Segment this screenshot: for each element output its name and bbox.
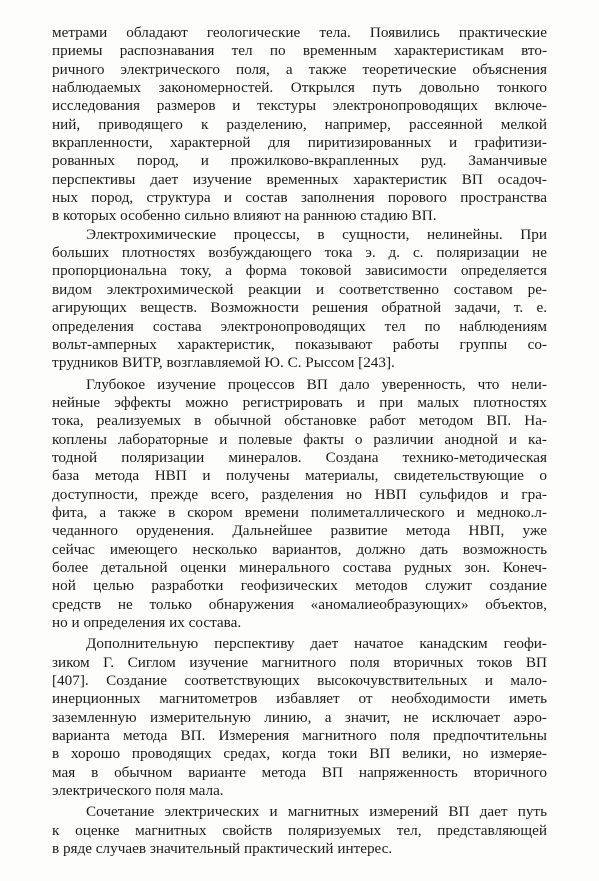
- text-line: база метода НВП и получены материалы, свидетельствующие о: [52, 467, 547, 485]
- text-line: но и определения их состава.: [52, 614, 242, 631]
- paragraph-4: [52, 635, 547, 800]
- text-line: видом электрохимической реакции и соответственно составом ре-: [52, 280, 547, 298]
- text-line: перспективы дает изучение временных характеристик ВП осадоч-: [52, 170, 547, 188]
- paragraph-1: [52, 24, 547, 226]
- text-line: ний, приводящего к разделению, например, рассеянной мелкой: [52, 115, 547, 133]
- text-line: нейные эффекты можно регистрировать и при малых плотностях: [52, 393, 547, 411]
- text-line: в которых особенно сильно влияют на раннюю стадию ВП.: [52, 207, 437, 225]
- paragraph-3: [52, 376, 547, 633]
- text-line: в ряде случаев значительный практический интерес.: [52, 840, 393, 858]
- text-line: трудников ВИТР, возглавляемой Ю. С. Рыссом [243].: [52, 354, 395, 372]
- text-line: тока, реализуемых в обычной обстановке работ методом ВП. На-: [52, 412, 547, 430]
- text-line: пропорциональна току, а форма токовой зависимости определяется: [52, 262, 547, 280]
- text-line: ной целью разработки геофизических методов служит создание: [52, 577, 547, 595]
- text-line: метрами обладают геологические тела. Появились практические: [52, 24, 547, 41]
- text-line: Глубокое изучение процессов ВП дало уверенность, что нели-: [86, 375, 547, 393]
- text-line: приемы распознавания тел по временным характеристикам вто-: [52, 42, 547, 60]
- text-line: варианта метода ВП. Измерения магнитного поля предпочтительны: [52, 727, 547, 745]
- text-line: мая в обычном варианте метода ВП напряженность вторичного: [52, 763, 547, 781]
- text-line: доступности, прежде всего, разделения но НВП сульфидов и гра-: [52, 485, 547, 503]
- text-line: вкрапленности, характерной для пиритизированных и графитизи-: [52, 134, 547, 152]
- text-line: Электрохимические процессы, в сущности, нелинейны. При: [86, 225, 547, 243]
- text-line: наблюдаемых закономерностей. Открылся путь довольно тонкого: [52, 79, 547, 97]
- text-line: рованных пород, и прожилково-вкрапленных руд. Заманчивые: [52, 152, 547, 170]
- text-line: инерционных магнитометров избавляет от необходимости иметь: [52, 690, 547, 708]
- text-line: фита, а также в скором времени полиметаллического и медноко.л-: [52, 503, 547, 521]
- text-line: Сочетание электрических и магнитных измерений ВП дает путь: [86, 803, 547, 821]
- paragraph-2: [52, 226, 547, 373]
- text-line: вольт-амперных характеристик, показывают работы группы со-: [52, 335, 547, 353]
- text-line: в хорошо проводящих средах, когда токи ВП велики, но измеряе-: [52, 745, 547, 763]
- text-line: Дополнительную перспективу дает начатое канадским геофи-: [86, 635, 547, 653]
- paragraph-5: [52, 803, 547, 858]
- text-line: зиком Г. Сиглом изучение магнитного поля вторичных токов ВП: [52, 653, 547, 671]
- text-line: тодной поляризации минералов. Создана технико-методическая: [52, 448, 547, 466]
- text-line: заземленную измерительную линию, а значит, не исключает аэро-: [52, 708, 547, 726]
- text-line: ных пород, структура и состав заполнения порового пространства: [52, 189, 547, 207]
- text-line: чеданного оруденения. Дальнейшее развитие метода НВП, уже: [52, 522, 547, 540]
- text-line: сейчас имеющего несколько вариантов, должно дать возможность: [52, 540, 547, 558]
- text-line: агирующих веществ. Возможности решения обратной задачи, т. е.: [52, 299, 547, 317]
- text-line: коплены лабораторные и полевые факты о различии анодной и ка-: [52, 430, 547, 448]
- text-line: электрического поля мала.: [52, 782, 224, 800]
- text-line: более детальной оценки минерального состава рудных зон. Конеч-: [52, 558, 547, 576]
- text-line: определения состава электронопроводящих тел по наблюдениям: [52, 317, 547, 335]
- text-line: [407]. Создание соответствующих высокочувствительных и мало-: [52, 672, 547, 690]
- text-line: больших плотностях возбуждающего тока э. д. с. поляризации не: [52, 244, 547, 262]
- text-line: ричного электрического поля, а также теоретические объяснения: [52, 60, 547, 78]
- text-line: исследования размеров и текстуры электронопроводящих включе-: [52, 97, 547, 115]
- text-line: к оценке магнитных свойств поляризуемых тел, представляющей: [52, 821, 547, 839]
- text-line: средств не только обнаружения «аномалиеобразующих» объектов,: [52, 595, 547, 613]
